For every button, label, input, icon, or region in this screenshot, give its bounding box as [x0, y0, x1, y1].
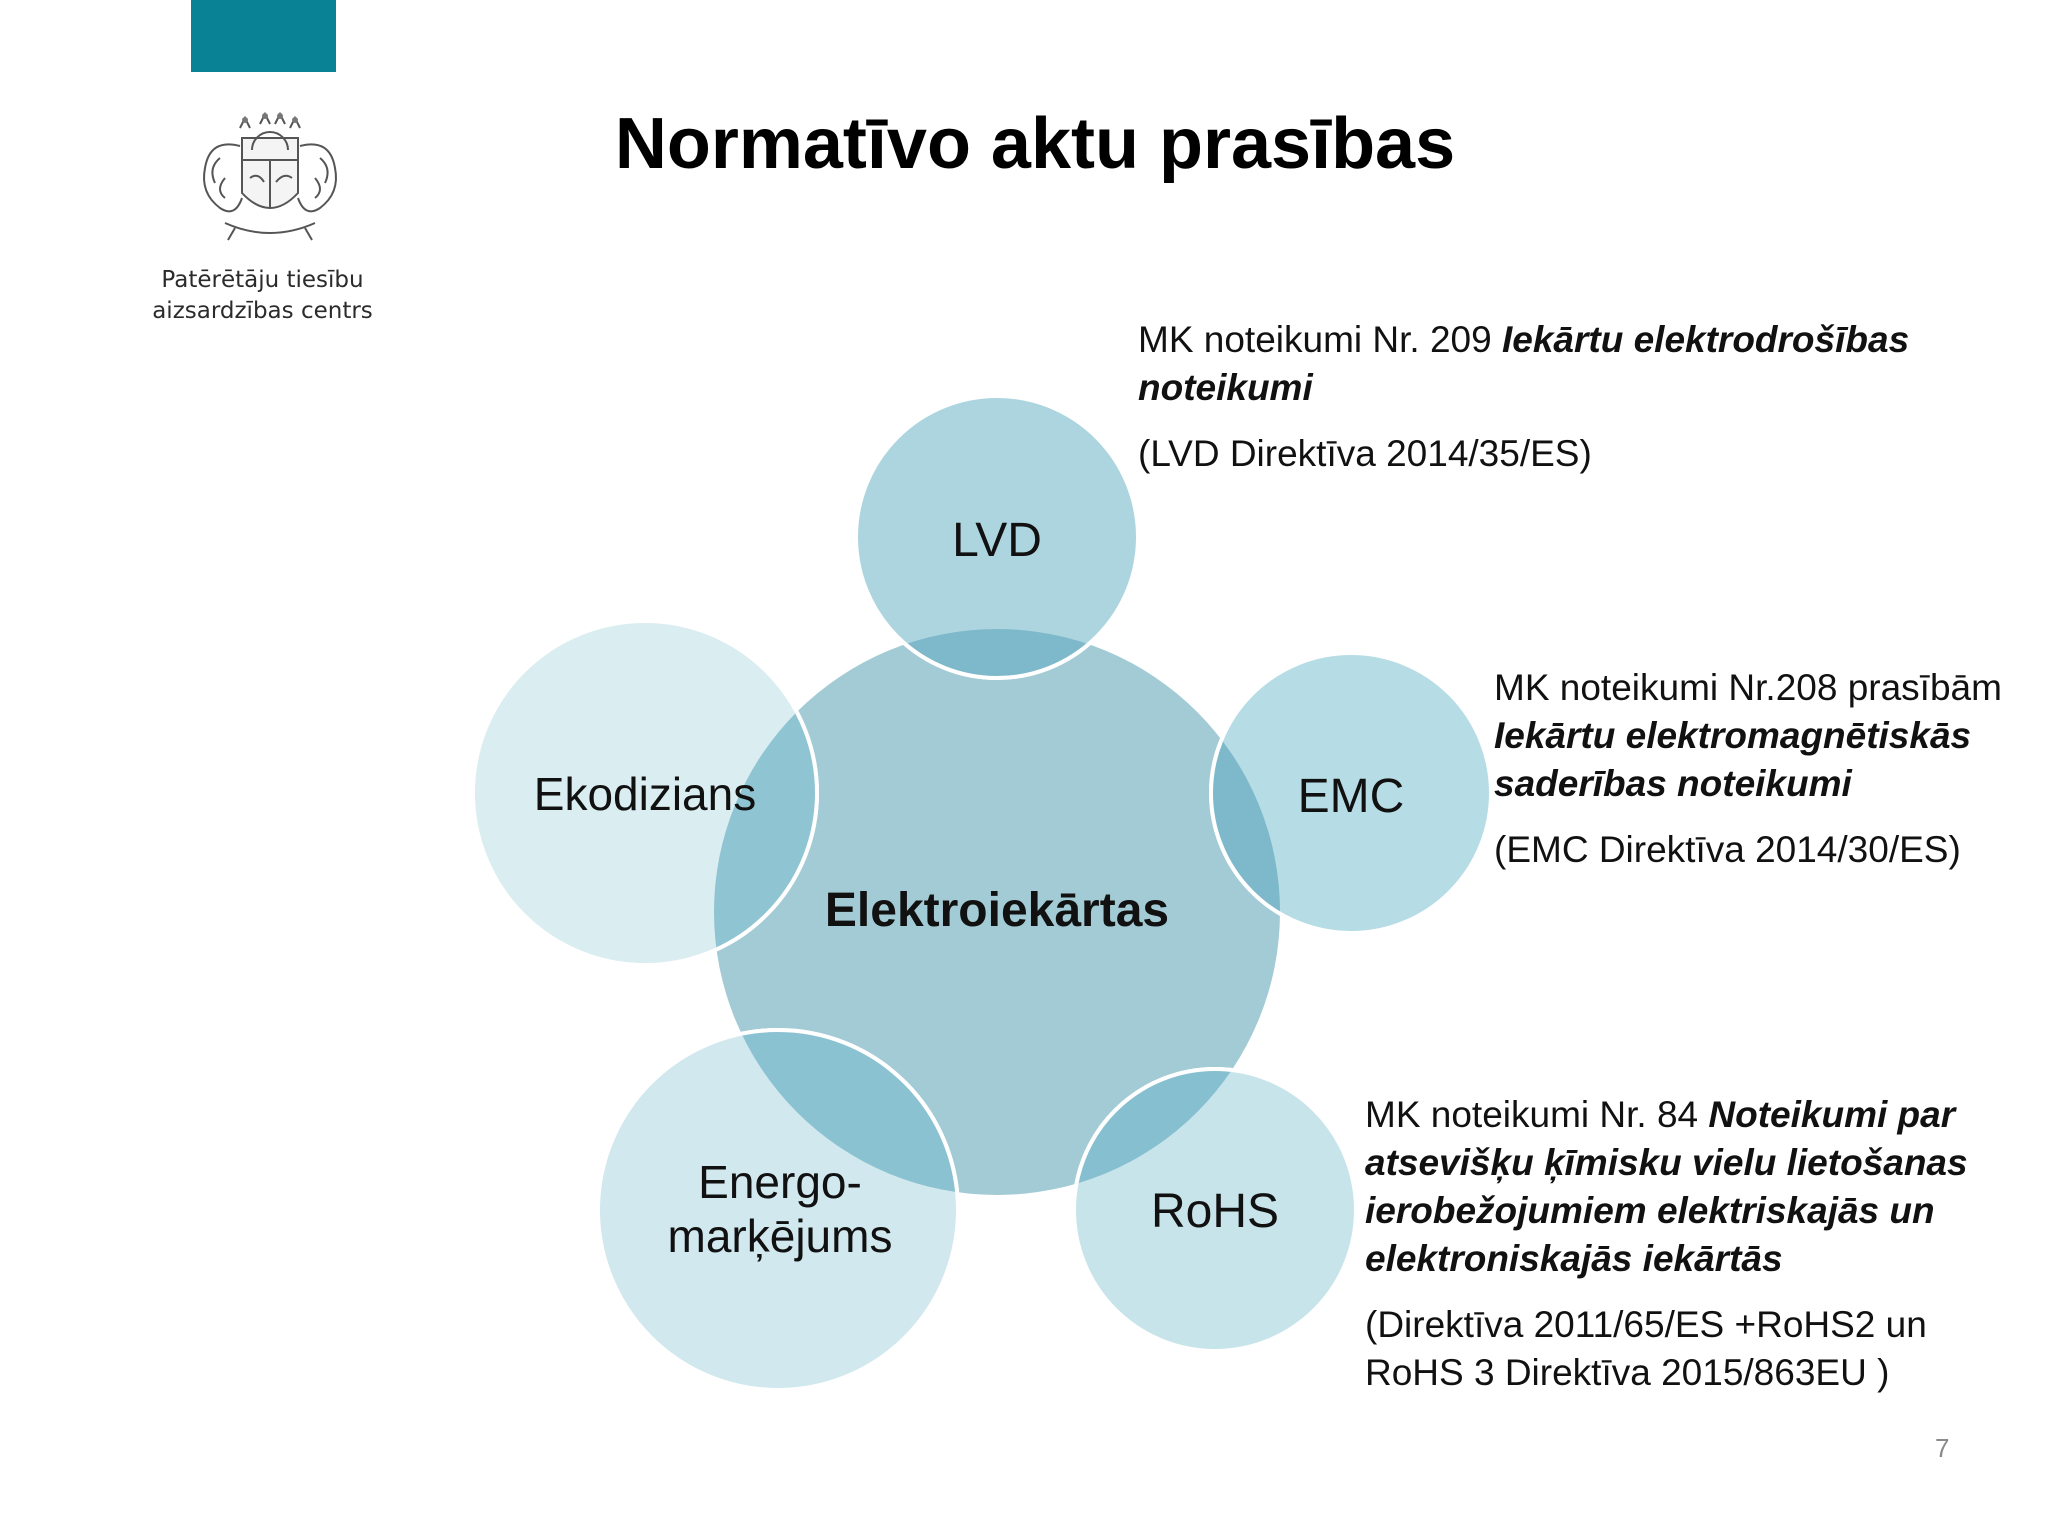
rohs-note-regulation	[1365, 1091, 2025, 1283]
rohs-note	[1365, 1091, 2025, 1397]
rohs-note-directive: (Direktīva 2011/65/ES +RoHS2 un RoHS 3 Direktīva 2015/863EU )	[1365, 1304, 1927, 1393]
emc-note-title: Iekārtu elektromagnētiskās saderības noteikumi	[1494, 715, 1972, 804]
emc-note-prefix: MK noteikumi Nr.208 prasībām	[1494, 667, 2002, 708]
lvd-note-prefix: MK noteikumi Nr. 209	[1138, 319, 1502, 360]
energo-label-line1: Energo-	[698, 1156, 862, 1208]
page-title: Normatīvo aktu prasības	[614, 104, 1456, 184]
emc-note	[1494, 664, 2048, 874]
rohs-note-title: Noteikumi par atsevišķu ķīmisku vielu lietošanas ierobežojumiem elektriskajās un elektroniskajās iekārtās	[1365, 1094, 1968, 1279]
emc-label: EMC	[1297, 770, 1405, 823]
page-number: 7	[1935, 1433, 1950, 1463]
lvd-note-title: Iekārtu elektrodrošības noteikumi	[1138, 319, 1910, 408]
rohs-label: RoHS	[1150, 1185, 1280, 1238]
lvd-label: LVD	[952, 514, 1042, 567]
center-label: Elektroiekārtas	[824, 884, 1170, 937]
organization-name-line2: aizsardzības centrs	[152, 298, 373, 324]
emc-note-directive: (EMC Direktīva 2014/30/ES)	[1494, 829, 1961, 870]
organization-name-line1: Patērētāju tiesību	[161, 267, 364, 293]
lvd-note-directive: (LVD Direktīva 2014/35/ES)	[1138, 433, 1592, 474]
rohs-note-prefix: MK noteikumi Nr. 84	[1365, 1094, 1709, 1135]
ekodizains-label: Ekodizians	[533, 768, 757, 820]
lvd-note	[1138, 316, 2018, 478]
energo-label-line2: marķējums	[667, 1210, 893, 1262]
lvd-note-regulation	[1138, 316, 2018, 412]
